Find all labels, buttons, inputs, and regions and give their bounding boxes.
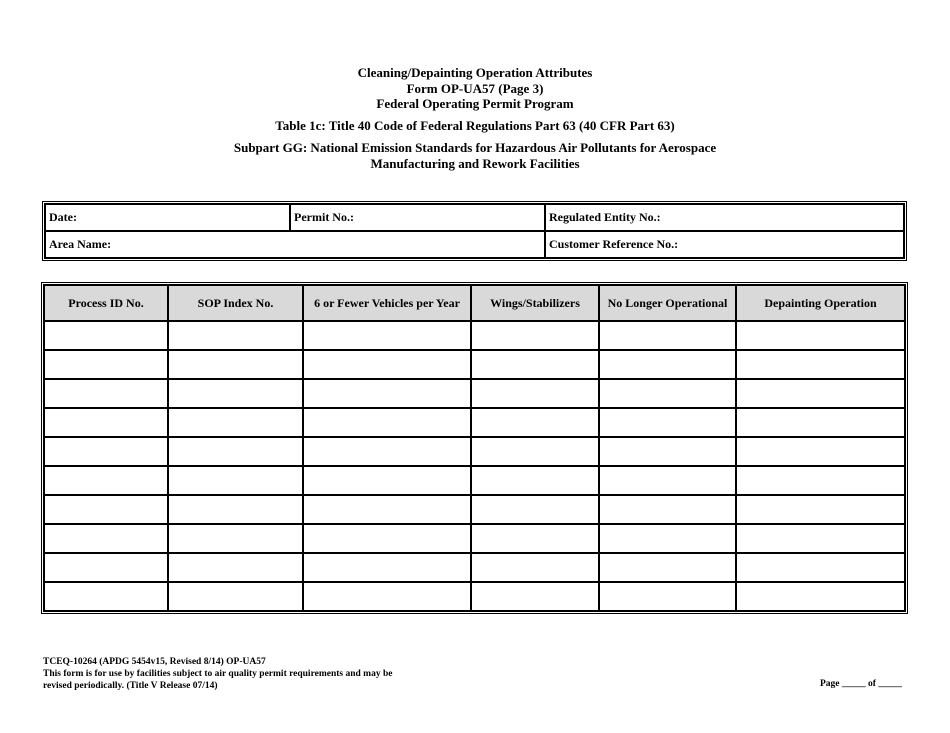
table-cell[interactable]	[168, 408, 303, 437]
table-cell[interactable]	[471, 553, 599, 582]
table-cell[interactable]	[471, 379, 599, 408]
table-cell[interactable]	[44, 350, 168, 379]
col-process-id: Process ID No.	[44, 285, 168, 321]
table-cell[interactable]	[471, 466, 599, 495]
attributes-table	[41, 282, 908, 614]
table-cell[interactable]	[599, 408, 736, 437]
table-cell[interactable]	[44, 582, 168, 611]
col-wings-stabilizers: Wings/Stabilizers	[471, 285, 599, 321]
subpart-line-2: Manufacturing and Rework Facilities	[370, 155, 580, 171]
program-name: Federal Operating Permit Program	[376, 96, 574, 111]
footer-note-1: This form is for use by facilities subject to air quality permit requirements and may be	[43, 669, 393, 679]
table-cell[interactable]	[168, 582, 303, 611]
form-footer	[43, 656, 392, 692]
table-cell[interactable]	[303, 553, 471, 582]
table-cell[interactable]	[736, 350, 905, 379]
table-cell[interactable]	[599, 495, 736, 524]
permit-number-field[interactable]: Permit No.:	[290, 204, 545, 231]
table-cell[interactable]	[303, 408, 471, 437]
table-cell[interactable]	[736, 524, 905, 553]
form-title-block	[0, 65, 950, 112]
table-cell[interactable]	[736, 582, 905, 611]
date-field[interactable]: Date:	[45, 204, 290, 231]
table-cell[interactable]	[303, 321, 471, 350]
subpart-title	[0, 140, 950, 171]
table-cell[interactable]	[471, 321, 599, 350]
table-row	[44, 582, 905, 611]
table-title: Table 1c: Title 40 Code of Federal Regulations Part 63 (40 CFR Part 63)	[275, 118, 675, 133]
col-depainting-operation: Depainting Operation	[736, 285, 905, 321]
table-row	[44, 553, 905, 582]
table-row	[44, 437, 905, 466]
table-cell[interactable]	[736, 437, 905, 466]
table-cell[interactable]	[303, 437, 471, 466]
table-cell[interactable]	[168, 437, 303, 466]
table-cell[interactable]	[471, 524, 599, 553]
table-cell[interactable]	[599, 437, 736, 466]
table-cell[interactable]	[599, 350, 736, 379]
page-number: Page _____ of _____	[819, 679, 902, 689]
table-cell[interactable]	[303, 495, 471, 524]
table-cell[interactable]	[599, 379, 736, 408]
table-cell[interactable]	[168, 524, 303, 553]
table-cell[interactable]	[599, 553, 736, 582]
table-cell[interactable]	[736, 553, 905, 582]
table-cell[interactable]	[471, 408, 599, 437]
form-title: Cleaning/Depainting Operation Attributes	[357, 65, 593, 80]
table-row	[44, 408, 905, 437]
table-cell[interactable]	[736, 495, 905, 524]
table-cell[interactable]	[599, 582, 736, 611]
table-cell[interactable]	[471, 495, 599, 524]
table-cell[interactable]	[471, 350, 599, 379]
col-sop-index: SOP Index No.	[168, 285, 303, 321]
table-cell[interactable]	[168, 495, 303, 524]
table-cell[interactable]	[44, 437, 168, 466]
table-cell[interactable]	[599, 321, 736, 350]
table-cell[interactable]	[44, 553, 168, 582]
table-cell[interactable]	[44, 321, 168, 350]
table-cell[interactable]	[44, 524, 168, 553]
info-table	[42, 201, 907, 261]
table-cell[interactable]	[471, 437, 599, 466]
table-cell[interactable]	[303, 466, 471, 495]
table-row	[44, 466, 905, 495]
table-cell[interactable]	[44, 495, 168, 524]
table-cell[interactable]	[168, 553, 303, 582]
table-cell[interactable]	[471, 582, 599, 611]
table-cell[interactable]	[736, 321, 905, 350]
table-cell[interactable]	[599, 524, 736, 553]
subpart-line-1: Subpart GG: National Emission Standards for Hazardous Air Pollutants for Aerospace	[233, 140, 717, 155]
table-cell[interactable]	[168, 466, 303, 495]
table-cell[interactable]	[599, 466, 736, 495]
footer-note-2: revised periodically. (Title V Release 07/14)	[43, 681, 218, 691]
table-row	[44, 524, 905, 553]
col-no-longer-operational: No Longer Operational	[599, 285, 736, 321]
table-body	[44, 321, 905, 611]
table-cell[interactable]	[44, 466, 168, 495]
col-vehicles-per-year: 6 or Fewer Vehicles per Year	[303, 285, 471, 321]
table-cell[interactable]	[303, 524, 471, 553]
form-id: TCEQ-10264 (APDG 5454v15, Revised 8/14) OP-UA57	[43, 657, 266, 667]
table-row	[44, 495, 905, 524]
header-row	[44, 285, 905, 321]
table-cell[interactable]	[736, 408, 905, 437]
table-cell[interactable]	[736, 466, 905, 495]
customer-reference-field[interactable]: Customer Reference No.:	[545, 231, 904, 258]
area-name-field[interactable]: Area Name:	[45, 231, 545, 258]
table-cell[interactable]	[44, 408, 168, 437]
table-row	[44, 379, 905, 408]
table-cell[interactable]	[168, 379, 303, 408]
table-cell[interactable]	[303, 350, 471, 379]
form-number: Form OP-UA57 (Page 3)	[406, 80, 544, 96]
regulated-entity-field[interactable]: Regulated Entity No.:	[545, 204, 904, 231]
table-cell[interactable]	[168, 321, 303, 350]
table-cell[interactable]	[168, 350, 303, 379]
table-cell[interactable]	[44, 379, 168, 408]
table-row	[44, 350, 905, 379]
table-cell[interactable]	[303, 582, 471, 611]
table-cell[interactable]	[736, 379, 905, 408]
table-row	[44, 321, 905, 350]
table-cell[interactable]	[303, 379, 471, 408]
